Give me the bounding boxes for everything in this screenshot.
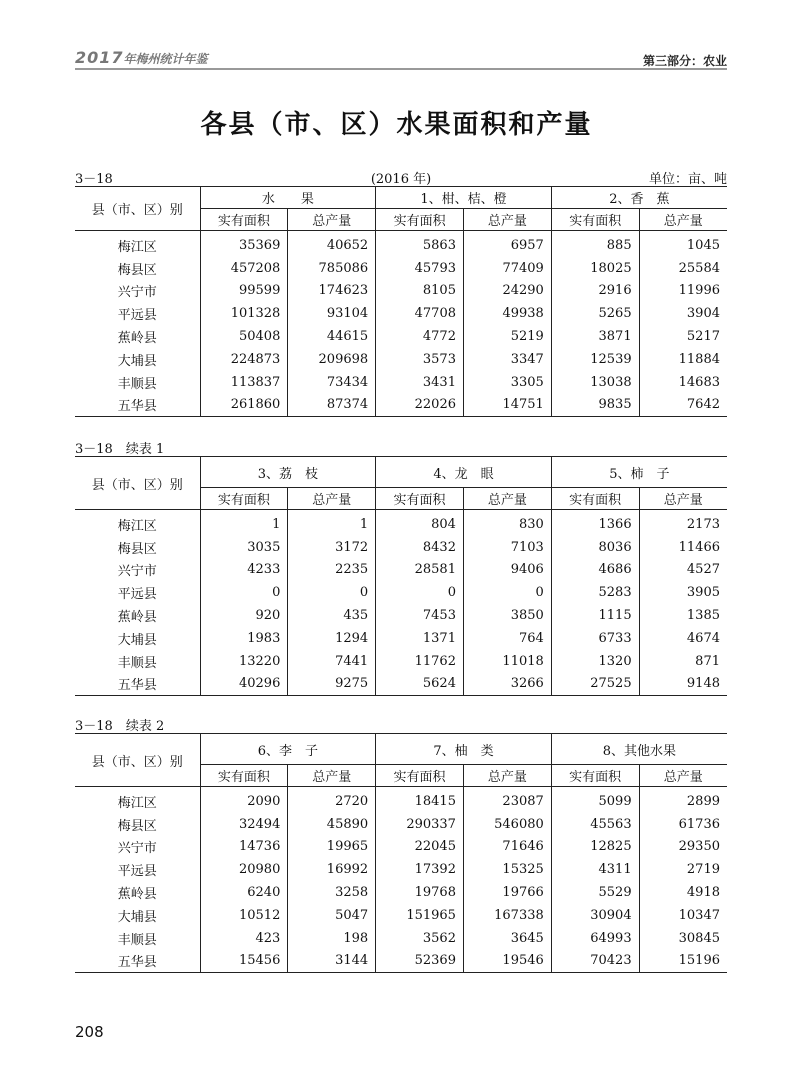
- table-row: [75, 650, 727, 673]
- output-value: 7103: [463, 536, 551, 559]
- page-header: [75, 42, 727, 70]
- output-value: 198: [288, 927, 376, 950]
- output-value: 1385: [639, 604, 727, 627]
- page-title: 各县（市、区）水果面积和产量: [200, 110, 593, 140]
- table-row: [75, 858, 727, 881]
- output-value: 7642: [639, 394, 727, 417]
- output-header: 总产量: [288, 765, 376, 787]
- area-value: 99599: [200, 280, 288, 303]
- output-value: 4674: [639, 627, 727, 650]
- area-value: 18025: [551, 257, 639, 280]
- table-row: [75, 604, 727, 627]
- table-row: [75, 836, 727, 859]
- area-value: 17392: [376, 858, 464, 881]
- output-value: 435: [288, 604, 376, 627]
- county-name: 大埔县: [117, 632, 157, 648]
- area-value: 7453: [376, 604, 464, 627]
- output-value: 73434: [288, 371, 376, 394]
- area-value: 1983: [200, 627, 288, 650]
- output-value: 764: [463, 627, 551, 650]
- table-row: [75, 536, 727, 559]
- table-meta: [75, 436, 727, 456]
- area-value: 1: [200, 510, 288, 536]
- area-value: 22026: [376, 394, 464, 417]
- area-value: 19768: [376, 881, 464, 904]
- table-row: [75, 510, 727, 536]
- area-value: 13038: [551, 371, 639, 394]
- output-value: 0: [288, 581, 376, 604]
- county-name: 大埔县: [117, 909, 157, 925]
- area-header: 实有面积: [200, 488, 288, 510]
- area-header: 实有面积: [551, 209, 639, 231]
- area-value: 40296: [200, 673, 288, 696]
- output-value: 9275: [288, 673, 376, 696]
- area-value: 261860: [200, 394, 288, 417]
- output-value: 871: [639, 650, 727, 673]
- output-header: 总产量: [463, 488, 551, 510]
- area-value: 6240: [200, 881, 288, 904]
- output-value: 15325: [463, 858, 551, 881]
- county-header: 县（市、区）别: [75, 457, 200, 510]
- output-value: 3905: [639, 581, 727, 604]
- area-value: 14736: [200, 836, 288, 859]
- area-value: 64993: [551, 927, 639, 950]
- table-row: [75, 371, 727, 394]
- area-value: 8105: [376, 280, 464, 303]
- table-row: [75, 881, 727, 904]
- output-value: 93104: [288, 302, 376, 325]
- output-value: 2235: [288, 559, 376, 582]
- area-value: 30904: [551, 904, 639, 927]
- area-value: 151965: [376, 904, 464, 927]
- output-value: 209698: [288, 348, 376, 371]
- county-name: 兴宁市: [117, 841, 157, 857]
- area-value: 1115: [551, 604, 639, 627]
- table-row: [75, 813, 727, 836]
- table-meta: [75, 713, 727, 733]
- output-value: 2720: [288, 787, 376, 813]
- output-value: 3305: [463, 371, 551, 394]
- output-value: 546080: [463, 813, 551, 836]
- output-value: 16992: [288, 858, 376, 881]
- table-row: [75, 559, 727, 582]
- table-row: [75, 904, 727, 927]
- area-value: 3035: [200, 536, 288, 559]
- area-value: 5283: [551, 581, 639, 604]
- table-meta: [75, 166, 727, 186]
- table-row: [75, 927, 727, 950]
- output-value: 44615: [288, 325, 376, 348]
- area-value: 45563: [551, 813, 639, 836]
- area-value: 52369: [376, 950, 464, 973]
- area-value: 4772: [376, 325, 464, 348]
- area-value: 457208: [200, 257, 288, 280]
- output-value: 3850: [463, 604, 551, 627]
- output-value: 77409: [463, 257, 551, 280]
- county-name: 蕉岭县: [117, 331, 157, 347]
- area-value: 5099: [551, 787, 639, 813]
- output-value: 87374: [288, 394, 376, 417]
- area-value: 12825: [551, 836, 639, 859]
- area-header: 实有面积: [376, 765, 464, 787]
- output-header: 总产量: [288, 488, 376, 510]
- area-value: 13220: [200, 650, 288, 673]
- group-header: 1、柑、桔、橙: [376, 187, 552, 209]
- area-value: 0: [200, 581, 288, 604]
- county-name: 平远县: [117, 864, 157, 880]
- county-name: 梅江区: [117, 239, 157, 255]
- output-value: 5047: [288, 904, 376, 927]
- group-header: 7、柚 类: [376, 734, 552, 765]
- county-header: 县（市、区）别: [75, 187, 200, 231]
- group-header: 8、其他水果: [551, 734, 727, 765]
- table-row: [75, 231, 727, 257]
- area-value: 0: [376, 581, 464, 604]
- area-header: 实有面积: [551, 765, 639, 787]
- group-header: 3、荔 枝: [200, 457, 376, 488]
- area-value: 4233: [200, 559, 288, 582]
- output-value: 11466: [639, 536, 727, 559]
- area-header: 实有面积: [200, 209, 288, 231]
- area-value: 18415: [376, 787, 464, 813]
- area-value: 20980: [200, 858, 288, 881]
- group-header: 2、香 蕉: [551, 187, 727, 209]
- table-row: [75, 673, 727, 696]
- output-value: 19965: [288, 836, 376, 859]
- county-name: 丰顺县: [117, 376, 157, 392]
- area-value: 4686: [551, 559, 639, 582]
- output-value: 30845: [639, 927, 727, 950]
- county-name: 平远县: [117, 587, 157, 603]
- county-name: 丰顺县: [117, 655, 157, 671]
- area-value: 3431: [376, 371, 464, 394]
- output-value: 1: [288, 510, 376, 536]
- area-value: 8432: [376, 536, 464, 559]
- area-value: 3871: [551, 325, 639, 348]
- output-value: 3172: [288, 536, 376, 559]
- county-name: 五华县: [75, 394, 200, 417]
- output-value: 24290: [463, 280, 551, 303]
- area-value: 2090: [200, 787, 288, 813]
- output-value: 167338: [463, 904, 551, 927]
- output-value: 61736: [639, 813, 727, 836]
- county-name: 蕉岭县: [117, 610, 157, 626]
- area-value: 10512: [200, 904, 288, 927]
- output-header: 总产量: [463, 765, 551, 787]
- county-name: 梅江区: [117, 518, 157, 534]
- output-header: 总产量: [288, 209, 376, 231]
- fruit-table-2: [75, 436, 727, 696]
- output-value: 40652: [288, 231, 376, 257]
- area-value: 290337: [376, 813, 464, 836]
- area-value: 47708: [376, 302, 464, 325]
- area-value: 50408: [200, 325, 288, 348]
- group-header: 6、李 子: [200, 734, 376, 765]
- data-table: [75, 733, 727, 973]
- output-value: 3258: [288, 881, 376, 904]
- area-value: 3562: [376, 927, 464, 950]
- area-value: 11762: [376, 650, 464, 673]
- table-code: 3－18 续表 2: [75, 719, 165, 734]
- output-value: 14751: [463, 394, 551, 417]
- output-value: 9148: [639, 673, 727, 696]
- data-table: [75, 456, 727, 696]
- output-value: 23087: [463, 787, 551, 813]
- output-value: 19766: [463, 881, 551, 904]
- header-rule: [75, 68, 727, 70]
- output-value: 3645: [463, 927, 551, 950]
- output-value: 2719: [639, 858, 727, 881]
- area-value: 70423: [551, 950, 639, 973]
- output-value: 0: [463, 581, 551, 604]
- output-value: 3266: [463, 673, 551, 696]
- county-name: 丰顺县: [117, 932, 157, 948]
- output-value: 15196: [639, 950, 727, 973]
- area-value: 423: [200, 927, 288, 950]
- table-row: [75, 627, 727, 650]
- fruit-table-3: [75, 713, 727, 973]
- area-value: 5624: [376, 673, 464, 696]
- output-value: 10347: [639, 904, 727, 927]
- table-row: [75, 348, 727, 371]
- output-value: 71646: [463, 836, 551, 859]
- area-header: 实有面积: [200, 765, 288, 787]
- table-row: [75, 581, 727, 604]
- output-value: 14683: [639, 371, 727, 394]
- area-value: 22045: [376, 836, 464, 859]
- group-header: 4、龙 眼: [376, 457, 552, 488]
- area-value: 224873: [200, 348, 288, 371]
- county-name: 五华县: [75, 950, 200, 973]
- area-value: 12539: [551, 348, 639, 371]
- area-value: 27525: [551, 673, 639, 696]
- table-row: [75, 950, 727, 973]
- output-value: 4527: [639, 559, 727, 582]
- area-value: 101328: [200, 302, 288, 325]
- table-row: [75, 257, 727, 280]
- output-value: 4918: [639, 881, 727, 904]
- area-value: 5863: [376, 231, 464, 257]
- output-value: 7441: [288, 650, 376, 673]
- table-unit: 单位：亩、吨: [648, 172, 727, 187]
- output-header: 总产量: [463, 209, 551, 231]
- output-value: 174623: [288, 280, 376, 303]
- output-header: 总产量: [639, 765, 727, 787]
- output-value: 11884: [639, 348, 727, 371]
- yearbook-title: 2017年梅州统计年鉴: [75, 48, 208, 67]
- output-value: 25584: [639, 257, 727, 280]
- area-value: 9835: [551, 394, 639, 417]
- table-row: [75, 325, 727, 348]
- output-value: 6957: [463, 231, 551, 257]
- area-value: 8036: [551, 536, 639, 559]
- county-name: 平远县: [117, 308, 157, 324]
- output-header: 总产量: [639, 488, 727, 510]
- data-table: [75, 186, 727, 417]
- output-value: 5217: [639, 325, 727, 348]
- area-value: 3573: [376, 348, 464, 371]
- area-value: 1371: [376, 627, 464, 650]
- area-value: 804: [376, 510, 464, 536]
- table-row: [75, 280, 727, 303]
- output-value: 2173: [639, 510, 727, 536]
- table-code: 3－18 续表 1: [75, 442, 165, 457]
- output-value: 785086: [288, 257, 376, 280]
- group-header: 水 果: [200, 187, 376, 209]
- table-year: (2016 年): [370, 172, 432, 187]
- county-name: 蕉岭县: [117, 887, 157, 903]
- area-value: 1320: [551, 650, 639, 673]
- area-value: 15456: [200, 950, 288, 973]
- table-row: [75, 302, 727, 325]
- area-value: 113837: [200, 371, 288, 394]
- page-number: 208: [75, 1023, 104, 1041]
- county-name: 梅县区: [117, 262, 157, 278]
- county-name: 兴宁市: [117, 564, 157, 580]
- county-name: 五华县: [75, 673, 200, 696]
- area-value: 1366: [551, 510, 639, 536]
- fruit-table-1: [75, 166, 727, 417]
- output-value: 11996: [639, 280, 727, 303]
- output-value: 2899: [639, 787, 727, 813]
- output-header: 总产量: [639, 209, 727, 231]
- area-value: 920: [200, 604, 288, 627]
- county-name: 梅县区: [117, 818, 157, 834]
- section-title: 第三部分：农业: [642, 54, 727, 68]
- area-value: 2916: [551, 280, 639, 303]
- county-header: 县（市、区）别: [75, 734, 200, 787]
- output-value: 45890: [288, 813, 376, 836]
- county-name: 兴宁市: [117, 285, 157, 301]
- table-row: [75, 394, 727, 417]
- output-value: 1045: [639, 231, 727, 257]
- area-value: 32494: [200, 813, 288, 836]
- area-value: 45793: [376, 257, 464, 280]
- output-value: 5219: [463, 325, 551, 348]
- table-row: [75, 787, 727, 813]
- area-value: 28581: [376, 559, 464, 582]
- output-value: 3904: [639, 302, 727, 325]
- area-header: 实有面积: [376, 209, 464, 231]
- table-code: 3－18: [75, 172, 113, 187]
- output-value: 19546: [463, 950, 551, 973]
- output-value: 3347: [463, 348, 551, 371]
- output-value: 3144: [288, 950, 376, 973]
- area-value: 5265: [551, 302, 639, 325]
- area-value: 4311: [551, 858, 639, 881]
- county-name: 梅江区: [117, 795, 157, 811]
- output-value: 830: [463, 510, 551, 536]
- area-value: 885: [551, 231, 639, 257]
- output-value: 1294: [288, 627, 376, 650]
- area-value: 35369: [200, 231, 288, 257]
- area-header: 实有面积: [551, 488, 639, 510]
- area-value: 5529: [551, 881, 639, 904]
- area-header: 实有面积: [376, 488, 464, 510]
- county-name: 梅县区: [117, 541, 157, 557]
- group-header: 5、柿 子: [551, 457, 727, 488]
- output-value: 11018: [463, 650, 551, 673]
- output-value: 29350: [639, 836, 727, 859]
- output-value: 9406: [463, 559, 551, 582]
- area-value: 6733: [551, 627, 639, 650]
- output-value: 49938: [463, 302, 551, 325]
- county-name: 大埔县: [117, 353, 157, 369]
